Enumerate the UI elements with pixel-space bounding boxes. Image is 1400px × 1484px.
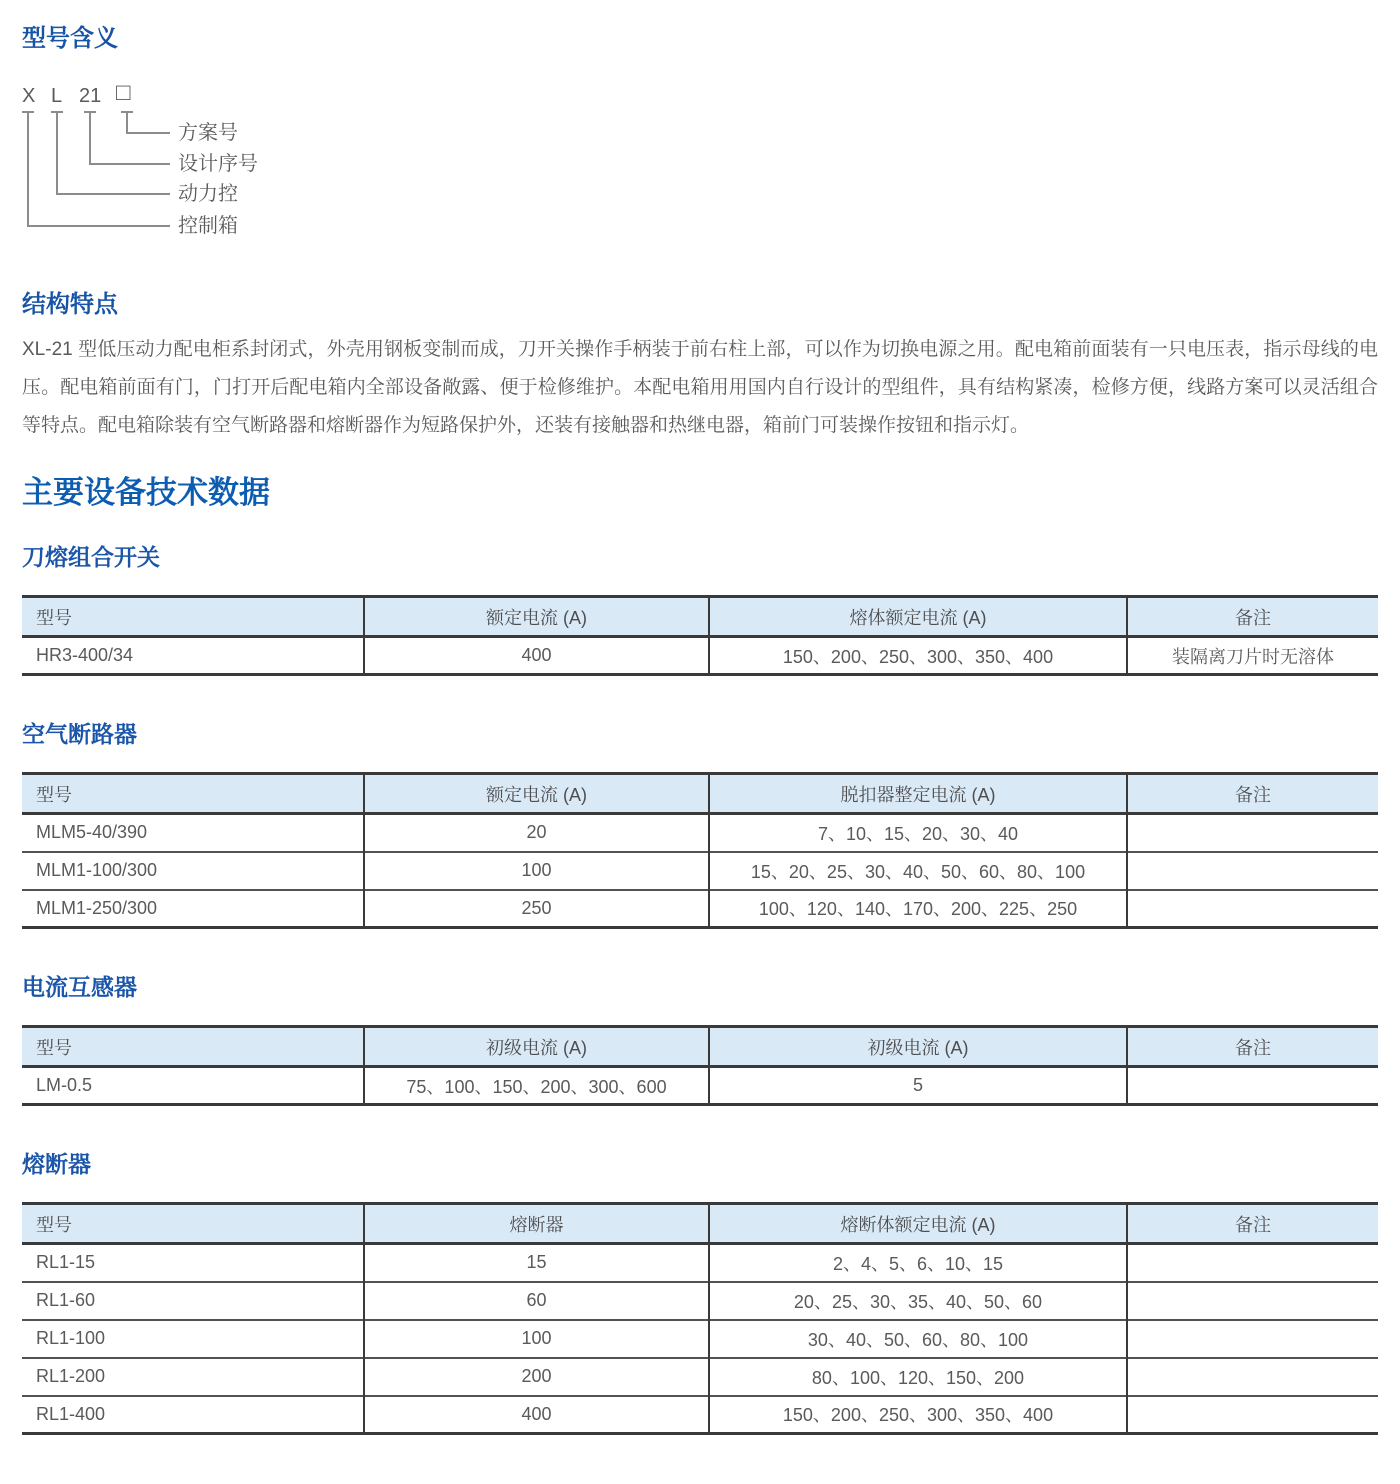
model-code-label-scheme: 方案号 [178,122,238,144]
cell-fuse: 200 [364,1358,709,1396]
table-header-row [22,1204,1378,1244]
cell-remark [1127,852,1378,890]
section-heading-fuse: 熔断器 [22,1151,91,1177]
structure-features-paragraph: XL-21 型低压动力配电柜系封闭式，外壳用钢板变制而成，刀开关操作手柄装于前右柱上部，可以作为切换电源之用。配电箱前面装有一只电压表，指示母线的电压。配电箱前面有门，门打开后配电箱内全部设备敞露、便于检修维护。本配电箱用用国内自行设计的型组件，具有结构紧凑，检修方便，线路方案可以灵活组合等特点。配电箱除装有空气断路器和熔断器作为短路保护外，还装有接触器和热继电器，箱前门可装操作按钮和指示灯。 [22,339,1378,436]
fuse-table [22,1202,1378,1435]
cell-remark [1127,1358,1378,1396]
cell-model: RL1-100 [22,1320,364,1358]
col-header-remark: 备注 [1127,774,1378,814]
connector-line [89,163,170,165]
cell-rated-current: 400 [364,637,709,675]
col-header-model: 型号 [22,774,364,814]
tech-data-heading: 主要设备技术数据 [22,475,270,510]
cell-model: MLM1-250/300 [22,890,364,928]
current-transformer-table [22,1025,1378,1106]
model-code-label-power-control: 动力控 [178,183,238,205]
table-header-row [22,774,1378,814]
cell-model: RL1-15 [22,1244,364,1282]
col-header-trip-setting-current: 脱扣器整定电流 (A) [709,774,1127,814]
connector-line [56,111,58,193]
cell-remark [1127,814,1378,852]
cell-fuse-rated-current: 150、200、250、300、350、400 [709,637,1127,675]
table-row [22,852,1378,890]
model-code-label-control-box: 控制箱 [178,215,238,237]
section-heading-air-circuit-breaker: 空气断路器 [22,721,137,747]
structure-features-heading: 结构特点 [22,291,118,318]
cell-model: RL1-60 [22,1282,364,1320]
col-header-rated-current: 额定电流 (A) [364,774,709,814]
col-header-model: 型号 [22,597,364,637]
cell-model: MLM1-100/300 [22,852,364,890]
connector-line [27,111,29,225]
col-header-remark: 备注 [1127,1204,1378,1244]
cell-fuse-element-rated-current: 20、25、30、35、40、50、60 [709,1282,1127,1320]
cell-model: RL1-400 [22,1396,364,1434]
cell-fuse: 400 [364,1396,709,1434]
cell-remark [1127,1067,1378,1105]
table-row [22,1396,1378,1434]
col-header-remark: 备注 [1127,597,1378,637]
knife-fuse-switch-table [22,595,1378,676]
table-row [22,1282,1378,1320]
connector-line [56,193,170,195]
cell-fuse: 100 [364,1320,709,1358]
col-header-primary-current-2: 初级电流 (A) [709,1027,1127,1067]
cell-fuse-element-rated-current: 150、200、250、300、350、400 [709,1396,1127,1434]
connector-line [126,132,170,134]
connector-line [126,111,128,132]
cell-remark [1127,1244,1378,1282]
cell-model: MLM5-40/390 [22,814,364,852]
page [0,27,1400,1435]
connector-line [27,225,170,227]
table-row [22,1358,1378,1396]
cell-remark [1127,1320,1378,1358]
table-row [22,1244,1378,1282]
table-row [22,1320,1378,1358]
model-code-part-l: L [51,85,63,107]
model-code-diagram [22,79,1378,245]
model-code-label-design-serial: 设计序号 [178,153,258,175]
connector-line [89,111,91,163]
cell-trip-setting-current: 100、120、140、170、200、225、250 [709,890,1127,928]
table-header-row [22,1027,1378,1067]
cell-primary-current-2: 5 [709,1067,1127,1105]
model-code-part-21: 21 [79,85,102,107]
section-heading-current-transformer: 电流互感器 [22,974,137,1000]
cell-fuse: 60 [364,1282,709,1320]
table-row [22,1067,1378,1105]
model-meaning-heading: 型号含义 [22,25,118,52]
cell-rated-current: 100 [364,852,709,890]
table-header-row [22,597,1378,637]
col-header-fuse-element-rated-current: 熔断体额定电流 (A) [709,1204,1127,1244]
col-header-model: 型号 [22,1027,364,1067]
cell-primary-current: 75、100、150、200、300、600 [364,1067,709,1105]
cell-trip-setting-current: 15、20、25、30、40、50、60、80、100 [709,852,1127,890]
cell-rated-current: 250 [364,890,709,928]
cell-remark: 装隔离刀片时无溶体 [1172,646,1334,667]
col-header-primary-current: 初级电流 (A) [364,1027,709,1067]
model-code-part-x: X [22,85,36,107]
cell-rated-current: 20 [364,814,709,852]
cell-fuse-element-rated-current: 30、40、50、60、80、100 [709,1320,1127,1358]
col-header-fuse-rated-current: 熔体额定电流 (A) [709,597,1127,637]
table-row [22,637,1378,675]
cell-model: RL1-200 [22,1358,364,1396]
col-header-fuse: 熔断器 [364,1204,709,1244]
model-code-part-box: □ [116,79,131,106]
cell-remark [1127,1282,1378,1320]
cell-fuse-element-rated-current: 80、100、120、150、200 [709,1358,1127,1396]
cell-model: HR3-400/34 [22,637,364,675]
col-header-remark: 备注 [1127,1027,1378,1067]
col-header-model: 型号 [22,1204,364,1244]
col-header-rated-current: 额定电流 (A) [364,597,709,637]
table-row [22,814,1378,852]
section-heading-knife-fuse-switch: 刀熔组合开关 [22,544,160,570]
cell-fuse-element-rated-current: 2、4、5、6、10、15 [709,1244,1127,1282]
cell-fuse: 15 [364,1244,709,1282]
cell-remark [1127,1396,1378,1434]
table-row [22,890,1378,928]
air-circuit-breaker-table [22,772,1378,929]
cell-remark [1127,890,1378,928]
cell-trip-setting-current: 7、10、15、20、30、40 [709,814,1127,852]
cell-model: LM-0.5 [22,1067,364,1105]
